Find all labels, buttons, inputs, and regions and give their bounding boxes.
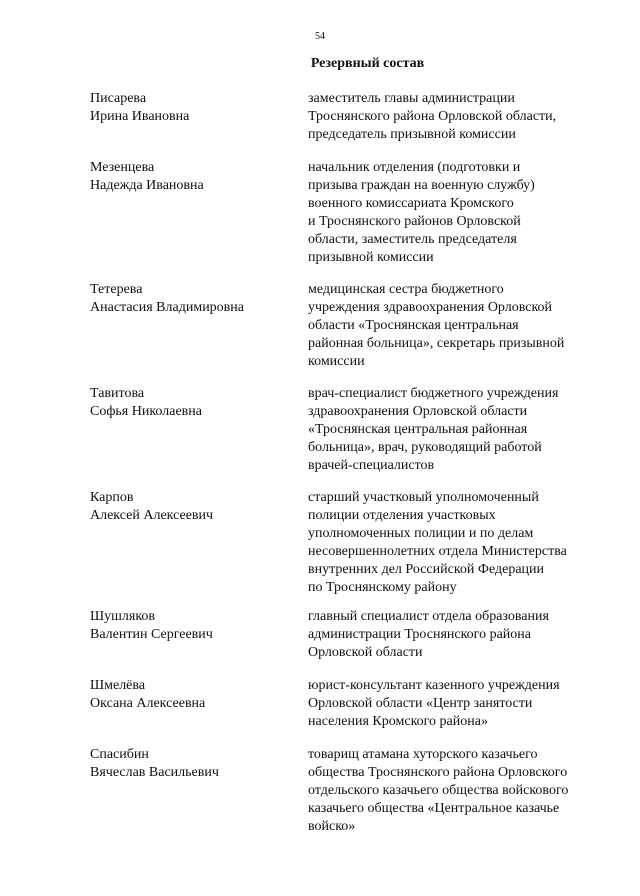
duty-line: районная больница», секретарь призывной: [308, 336, 565, 351]
member-name: [90, 677, 300, 713]
duty-line: Троснянского района Орловской области,: [308, 109, 557, 124]
page-number: 54: [315, 31, 325, 42]
member-surname: Шмелёва: [90, 678, 146, 693]
duty-line: медицинская сестра бюджетного: [308, 282, 504, 297]
member-surname: Карпов: [90, 490, 134, 505]
duty-line: учреждения здравоохранения Орловской: [308, 300, 553, 315]
member-surname: Тетерева: [90, 282, 143, 297]
member-name: [90, 159, 300, 195]
duty-line: призыва граждан на военную службу): [308, 178, 535, 193]
duty-line: войско»: [308, 819, 356, 834]
duty-line: области, заместитель председателя: [308, 232, 517, 247]
duty-line: «Троснянская центральная районная: [308, 422, 528, 437]
duty-line: начальник отделения (подготовки и: [308, 160, 521, 175]
duty-line: юрист-консультант казенного учреждения: [308, 678, 560, 693]
duty-line: отдельского казачьего общества войскового: [308, 783, 569, 798]
duty-line: призывной комиссии: [308, 250, 434, 265]
member-duty: [308, 90, 608, 144]
duty-line: заместитель главы администрации: [308, 91, 515, 106]
member-duty: [308, 281, 608, 371]
duty-line: врачей-специалистов: [308, 458, 435, 473]
member-name: [90, 281, 300, 317]
member-given-names: Анастасия Владимировна: [90, 300, 244, 315]
duty-line: здравоохранения Орловской области: [308, 404, 528, 419]
duty-line: главный специалист отдела образования: [308, 609, 549, 624]
member-duty: [308, 608, 608, 662]
duty-line: области «Троснянская центральная: [308, 318, 519, 333]
member-surname: Мезенцева: [90, 160, 155, 175]
member-name: [90, 608, 300, 644]
duty-line: уполномоченных полиции и по делам: [308, 526, 534, 541]
section-title: Резервный состав: [310, 56, 425, 71]
member-surname: Тавитова: [90, 386, 145, 401]
member-given-names: Надежда Ивановна: [90, 178, 204, 193]
duty-line: врач-специалист бюджетного учреждения: [308, 386, 559, 401]
member-name: [90, 489, 300, 525]
member-given-names: Алексей Алексеевич: [90, 508, 214, 523]
member-duty: [308, 489, 608, 597]
duty-line: администрации Троснянского района: [308, 627, 531, 642]
duty-line: полиции отделения участковых: [308, 508, 496, 523]
duty-line: комиссии: [308, 354, 365, 369]
duty-line: и Троснянского районов Орловской: [308, 214, 521, 229]
duty-line: Орловской области: [308, 645, 423, 660]
member-given-names: Вячеслав Васильевич: [90, 765, 219, 780]
member-given-names: Валентин Сергеевич: [90, 627, 213, 642]
member-given-names: Софья Николаевна: [90, 404, 202, 419]
member-duty: [308, 677, 608, 731]
member-surname: Шушляков: [90, 609, 156, 624]
member-given-names: Оксана Алексеевна: [90, 696, 206, 711]
duty-line: Орловской области «Центр занятости: [308, 696, 533, 711]
duty-line: казачьего общества «Центральное казачье: [308, 801, 560, 816]
member-surname: Спасибин: [90, 747, 149, 762]
duty-line: по Троснянскому району: [308, 580, 457, 595]
member-given-names: Ирина Ивановна: [90, 109, 190, 124]
member-duty: [308, 159, 608, 267]
member-surname: Писарева: [90, 91, 147, 106]
duty-line: внутренних дел Российской Федерации: [308, 562, 545, 577]
duty-line: военного комиссариата Кромского: [308, 196, 514, 211]
member-duty: [308, 746, 608, 836]
duty-line: населения Кромского района»: [308, 714, 488, 729]
duty-line: несовершеннолетних отдела Министерства: [308, 544, 567, 559]
duty-line: председатель призывной комиссии: [308, 127, 516, 142]
member-name: [90, 746, 300, 782]
duty-line: товарищ атамана хуторского казачьего: [308, 747, 538, 762]
member-name: [90, 385, 300, 421]
member-name: [90, 90, 300, 126]
duty-line: больница», врач, руководящий работой: [308, 440, 542, 455]
duty-line: старший участковый уполномоченный: [308, 490, 539, 505]
member-duty: [308, 385, 608, 475]
duty-line: общества Троснянского района Орловского: [308, 765, 568, 780]
